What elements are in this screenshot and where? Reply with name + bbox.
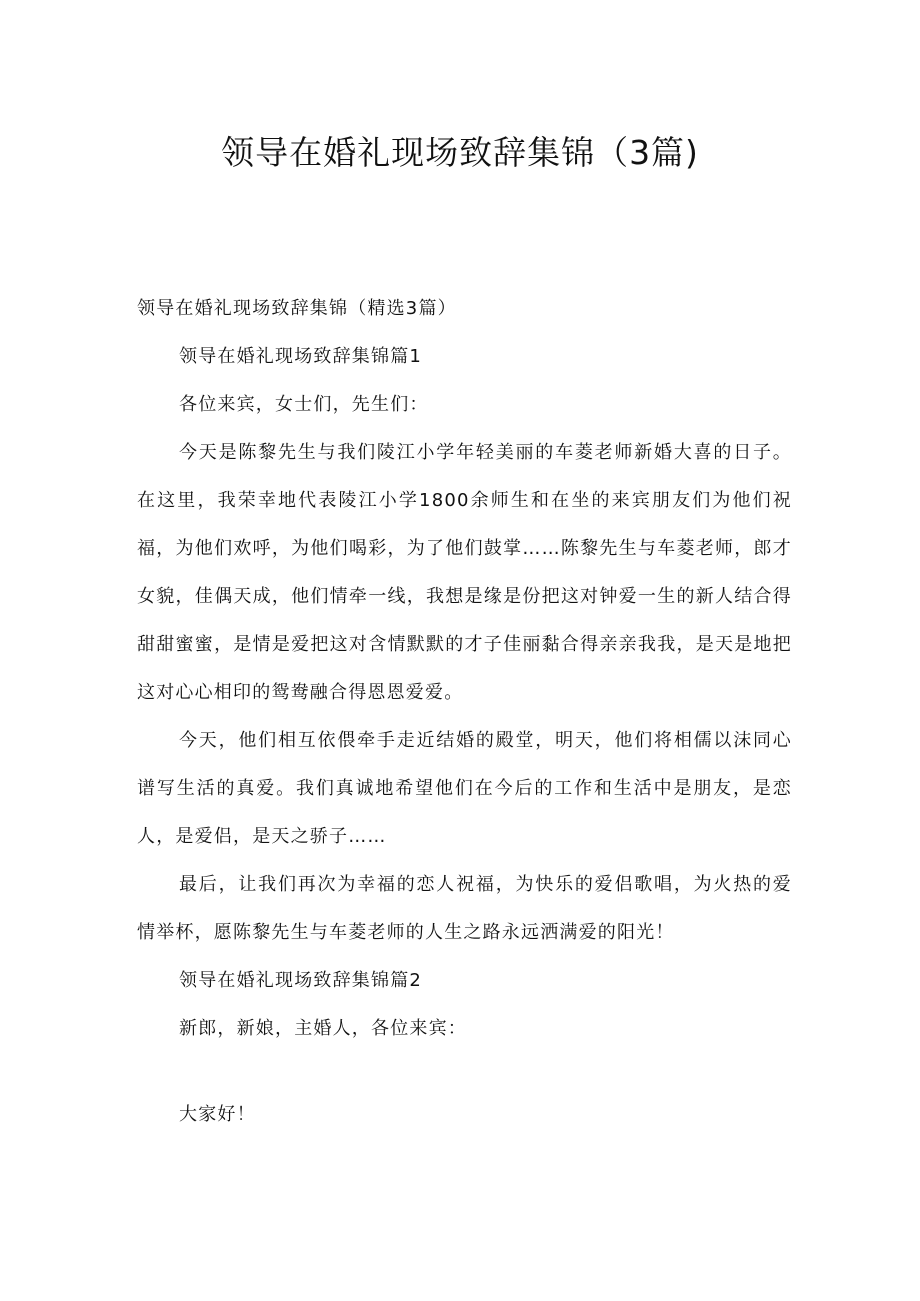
salutation-1: 各位来宾，女士们，先生们： xyxy=(179,394,429,415)
section-heading-2: 领导在婚礼现场致辞集锦篇2 xyxy=(179,970,423,991)
body-paragraph: 最后，让我们再次为幸福的恋人祝福，为快乐的爱侣歌唱，为火热的爱情举杯，愿陈黎先生与车菱老师的人生之路永远洒满爱的阳光！ xyxy=(137,874,792,943)
document-body xyxy=(137,285,792,1139)
body-paragraph: 今天是陈黎先生与我们陵江小学年轻美丽的车菱老师新婚大喜的日子。在这里，我荣幸地代表陵江小学1800余师生和在坐的来宾朋友们为他们祝福，为他们欢呼，为他们喝彩，为了他们鼓掌……陈黎先生与车菱老师，郎才女貌，佳偶天成，他们情牵一线，我想是缘是份把这对钟爱一生的新人结合得甜甜蜜蜜，是情是爱把这对含情默默的才子佳丽黏合得亲亲我我，是天是地把这对心心相印的鸳鸯融合得恩恩爱爱。 xyxy=(137,442,792,703)
salutation-2: 新郎，新娘，主婚人，各位来宾： xyxy=(179,1018,467,1039)
section-heading-1: 领导在婚礼现场致辞集锦篇1 xyxy=(179,346,423,367)
greeting-line: 大家好！ xyxy=(179,1104,256,1125)
intro-line: 领导在婚礼现场致辞集锦（精选3篇） xyxy=(137,298,457,319)
body-paragraph: 今天，他们相互依偎牵手走近结婚的殿堂，明天，他们将相儒以沫同心谱写生活的真爱。我们真诚地希望他们在今后的工作和生活中是朋友，是恋人，是爱侣，是天之骄子…… xyxy=(137,730,792,847)
document-title: 领导在婚礼现场致辞集锦（3篇) xyxy=(221,133,699,172)
